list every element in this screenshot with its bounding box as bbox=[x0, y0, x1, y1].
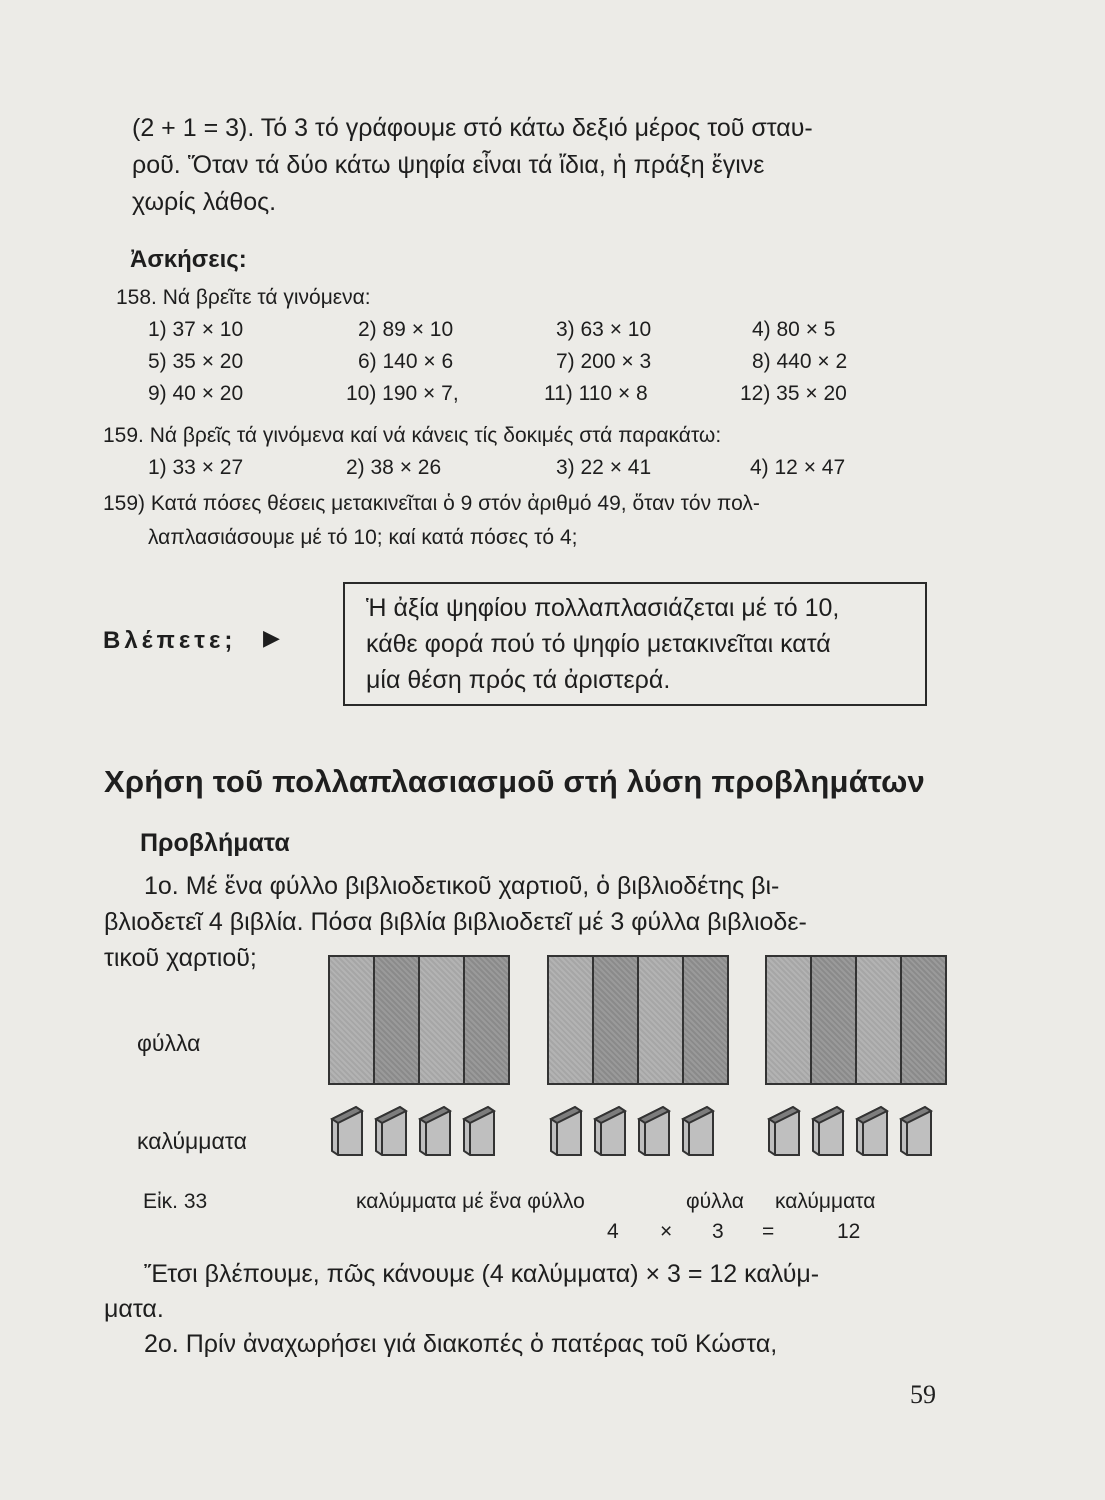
sheet-page bbox=[684, 957, 727, 1083]
exercise-159b-line-1: 159) Κατά πόσες θέσεις μετακινεῖται ὁ 9 στόν ἀριθμό 49, ὅταν τόν πολ- bbox=[103, 492, 760, 515]
exercise-159b-line-2: λαπλασιάσουμε μέ τό 10; καί κατά πόσες τό 4; bbox=[148, 526, 578, 549]
sheet-page bbox=[639, 957, 684, 1083]
see-label: Βλέπετε; bbox=[103, 627, 237, 654]
rule-line-3: μία θέση πρός τά ἀριστερά. bbox=[366, 666, 671, 694]
figure-label-covers: καλύμματα bbox=[137, 1128, 247, 1154]
exercise-item: 3) 22 × 41 bbox=[556, 456, 652, 479]
sheet-page bbox=[549, 957, 594, 1083]
exercise-item: 5) 35 × 20 bbox=[148, 350, 244, 373]
sheet-page bbox=[420, 957, 465, 1083]
book-cover-icon bbox=[549, 1105, 583, 1157]
figure-value-2: 3 bbox=[712, 1220, 724, 1243]
exercise-item: 3) 63 × 10 bbox=[556, 318, 652, 341]
conclusion-line-2: ματα. bbox=[104, 1295, 164, 1323]
book-cover-icon bbox=[418, 1105, 452, 1157]
sheet-group-3 bbox=[765, 955, 947, 1085]
book-cover-icon bbox=[811, 1105, 845, 1157]
exercise-item: 1) 37 × 10 bbox=[148, 318, 244, 341]
figure-col-2: φύλλα bbox=[686, 1190, 744, 1213]
exercise-item: 12) 35 × 20 bbox=[740, 382, 847, 405]
book-cover-icon bbox=[855, 1105, 889, 1157]
paragraph-line-3: χωρίς λάθος. bbox=[132, 188, 277, 216]
exercise-item: 2) 38 × 26 bbox=[346, 456, 442, 479]
figure-col-1: καλύμματα μέ ἕνα φύλλο bbox=[356, 1190, 585, 1213]
sheet-page bbox=[465, 957, 508, 1083]
exercise-158-label: 158. Νά βρεῖτε τά γινόμενα: bbox=[116, 286, 371, 309]
sheet-group-2 bbox=[547, 955, 729, 1085]
book-cover-icon bbox=[767, 1105, 801, 1157]
rule-text bbox=[366, 590, 931, 698]
exercise-item: 7) 200 × 3 bbox=[556, 350, 652, 373]
exercise-item: 4) 12 × 47 bbox=[750, 456, 846, 479]
book-cover-icon bbox=[462, 1105, 496, 1157]
sheet-page bbox=[375, 957, 420, 1083]
rule-line-1: Ἡ ἀξία ψηφίου πολλαπλασιάζεται μέ τό 10, bbox=[366, 594, 840, 622]
exercise-item: 9) 40 × 20 bbox=[148, 382, 244, 405]
exercise-item: 11) 110 × 8 bbox=[544, 382, 648, 405]
book-cover-icon bbox=[593, 1105, 627, 1157]
exercise-item: 4) 80 × 5 bbox=[752, 318, 836, 341]
exercise-item: 1) 33 × 27 bbox=[148, 456, 244, 479]
sheet-page bbox=[902, 957, 945, 1083]
paragraph-line-1: (2 + 1 = 3). Τό 3 τό γράφουμε στό κάτω δεξιό μέρος τοῦ σταυ- bbox=[132, 114, 813, 142]
figure-operator-times: × bbox=[660, 1220, 673, 1243]
figure-value-3: 12 bbox=[837, 1220, 861, 1243]
book-cover-icon bbox=[681, 1105, 715, 1157]
problem-1-line-3: τικοῦ χαρτιοῦ; bbox=[104, 944, 257, 972]
problem-1-line-2: βλιοδετεῖ 4 βιβλία. Πόσα βιβλία βιβλιοδετεῖ μέ 3 φύλλα βιβλιοδε- bbox=[104, 908, 807, 936]
sheet-page bbox=[594, 957, 639, 1083]
rule-line-2: κάθε φορά πού τό ψηφίο μετακινεῖται κατά bbox=[366, 630, 831, 658]
figure-operator-equals: = bbox=[762, 1220, 775, 1243]
conclusion-line-1: Ἔτσι βλέπουμε, πῶς κάνουμε (4 καλύμματα) × 3 = 12 καλύμ- bbox=[144, 1260, 820, 1288]
book-cover-icon bbox=[637, 1105, 671, 1157]
exercise-item: 8) 440 × 2 bbox=[752, 350, 848, 373]
exercise-item: 10) 190 × 7, bbox=[346, 382, 459, 405]
problem-2-line-1: 2ο. Πρίν ἀναχωρήσει γιά διακοπές ὁ πατέρας τοῦ Κώστα, bbox=[144, 1330, 778, 1358]
paragraph-line-2: ροῦ. Ὅταν τά δύο κάτω ψηφία εἶναι τά ἴδια, ἡ πράξη ἔγινε bbox=[132, 151, 765, 179]
figure-value-1: 4 bbox=[607, 1220, 619, 1243]
exercise-item: 6) 140 × 6 bbox=[358, 350, 454, 373]
section-subtitle: Προβλήματα bbox=[140, 829, 290, 857]
figure-caption: Εἰκ. 33 bbox=[143, 1190, 208, 1213]
sheet-group-1 bbox=[328, 955, 510, 1085]
exercises-heading: Ἀσκήσεις: bbox=[130, 246, 247, 273]
sheet-page bbox=[857, 957, 902, 1083]
exercise-item: 2) 89 × 10 bbox=[358, 318, 454, 341]
problem-1-line-1: 1ο. Μέ ἕνα φύλλο βιβλιοδετικοῦ χαρτιοῦ, ὁ βιβλιοδέτης βι- bbox=[144, 872, 780, 900]
figure-col-3: καλύμματα bbox=[775, 1190, 876, 1213]
page-number: 59 bbox=[910, 1380, 936, 1409]
book-cover-icon bbox=[899, 1105, 933, 1157]
sheet-page bbox=[330, 957, 375, 1083]
pointer-icon: ▶ bbox=[263, 625, 280, 650]
sheet-page bbox=[767, 957, 812, 1083]
section-title: Χρήση τοῦ πολλαπλασιασμοῦ στή λύση προβλημάτων bbox=[104, 764, 925, 799]
exercise-159-label: 159. Νά βρεῖς τά γινόμενα καί νά κάνεις τίς δοκιμές στά παρακάτω: bbox=[103, 424, 722, 447]
book-cover-icon bbox=[374, 1105, 408, 1157]
figure-label-sheets: φύλλα bbox=[137, 1030, 201, 1056]
sheet-page bbox=[812, 957, 857, 1083]
book-cover-icon bbox=[330, 1105, 364, 1157]
